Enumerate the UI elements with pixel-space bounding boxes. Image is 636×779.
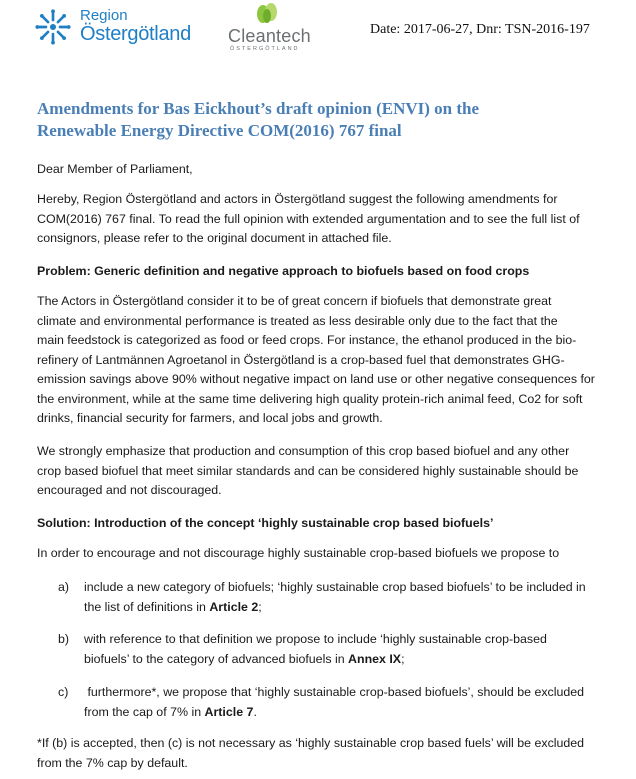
intro-paragraph bbox=[37, 190, 612, 249]
cleantech-leaf-icon bbox=[252, 2, 282, 26]
problem-line: climate and environmental performance is treated as less desirable only due to the fact that the bbox=[37, 313, 558, 328]
item-punct: ; bbox=[258, 599, 262, 614]
problem-heading bbox=[37, 262, 612, 282]
item-marker: b) bbox=[58, 632, 70, 646]
item-text: biofuels’ to the category of advanced biofuels in bbox=[84, 651, 349, 666]
item-text: from the cap of 7% in bbox=[84, 704, 205, 719]
item-reference: Article 2 bbox=[209, 599, 259, 614]
problem-line: emission savings above 90% without negative impact on land use or other negative consequences for bbox=[37, 372, 595, 386]
proposal-intro bbox=[37, 544, 612, 564]
item-line: include a new category of biofuels; ‘highly sustainable crop based biofuels’ to be included in bbox=[84, 580, 586, 594]
item-reference: Article 7 bbox=[204, 704, 254, 719]
salutation-text: Dear Member of Parliament, bbox=[37, 162, 193, 176]
item-line-2 bbox=[84, 650, 624, 670]
salutation bbox=[37, 160, 612, 180]
item-punct: . bbox=[253, 704, 257, 719]
proposal-intro-text: In order to encourage and not discourage highly sustainable crop-based biofuels we propose to bbox=[37, 546, 560, 560]
problem-line: main feedstock is categorized as food or feed crops. For instance, the ethanol produced in the bio- bbox=[37, 333, 577, 347]
problem-line: the environment, while at the same time delivering high quality protein-rich animal feed, Co2 for soft bbox=[37, 391, 583, 406]
cleantech-ostergotland-logo bbox=[228, 2, 318, 52]
footnote-line: *If (b) is accepted, then (c) is not necessary as ‘highly sustainable crop based fuels’ will be excluded bbox=[37, 736, 585, 750]
problem-paragraph bbox=[37, 292, 612, 429]
item-marker: a) bbox=[58, 580, 70, 594]
intro-line: consignors, please refer to the original document in attached file. bbox=[37, 231, 392, 245]
title-line-1: Amendments for Bas Eickhout’s draft opinion (ENVI) on the bbox=[37, 99, 480, 118]
problem-line: drinks, financial security for farmers, and local jobs and growth. bbox=[37, 411, 383, 425]
footnote-line: from the 7% cap by default. bbox=[37, 755, 188, 770]
emphasis-line: crop based biofuel that meet similar standards and can be considered highly sustainable should be bbox=[37, 463, 579, 478]
problem-line: The Actors in Östergötland consider it to be of great concern if biofuels that demonstrate great bbox=[37, 294, 552, 308]
item-reference: Annex IX bbox=[348, 651, 402, 666]
cleantech-logo-sub: ÖSTERGÖTLAND bbox=[230, 46, 300, 52]
item-line: furthermore*, we propose that ‘highly sustainable crop-based biofuels’, should be excluded bbox=[84, 685, 585, 699]
cleantech-logo-name: Cleantech bbox=[228, 26, 311, 46]
document-title bbox=[37, 98, 597, 142]
date-and-reference: Date: 2017-06-27, Dnr: TSN-2016-197 bbox=[370, 22, 590, 37]
proposal-item-a bbox=[58, 578, 618, 618]
solution-heading bbox=[37, 514, 612, 534]
title-line-2: Renewable Energy Directive COM(2016) 767 final bbox=[37, 121, 402, 140]
region-logo-line1: Region bbox=[80, 7, 128, 24]
region-star-icon bbox=[34, 8, 72, 46]
problem-line: refinery of Lantmännen Agroetanol in Östergötland is a crop-based fuel that demonstrates GHG- bbox=[37, 352, 565, 367]
problem-heading-text: Problem: Generic definition and negative approach to biofuels based on food crops bbox=[37, 264, 530, 278]
item-line-2 bbox=[84, 598, 624, 618]
footnote bbox=[37, 734, 612, 773]
solution-heading-text: Solution: Introduction of the concept ‘highly sustainable crop based biofuels’ bbox=[37, 516, 494, 530]
item-marker: c) bbox=[58, 685, 69, 699]
item-punct: ; bbox=[401, 651, 405, 666]
intro-line: Hereby, Region Östergötland and actors in Östergötland suggest the following amendments for bbox=[37, 192, 558, 206]
item-line: with reference to that definition we propose to include ‘highly sustainable crop-based bbox=[84, 632, 547, 646]
region-logo-line2: Östergötland bbox=[80, 23, 191, 45]
emphasis-paragraph bbox=[37, 442, 612, 501]
letterhead bbox=[0, 0, 636, 60]
proposal-item-b bbox=[58, 630, 618, 670]
emphasis-line: encouraged and not discouraged. bbox=[37, 483, 222, 497]
intro-line: COM(2016) 767 final. To read the full opinion with extended argumentation and to see the full list of bbox=[37, 211, 580, 226]
item-line-2 bbox=[84, 703, 624, 723]
item-text: the list of definitions in bbox=[84, 599, 210, 614]
emphasis-line: We strongly emphasize that production and consumption of this crop based biofuel and any other bbox=[37, 444, 570, 458]
region-ostergotland-logo bbox=[34, 6, 204, 50]
proposal-item-c bbox=[58, 683, 618, 723]
